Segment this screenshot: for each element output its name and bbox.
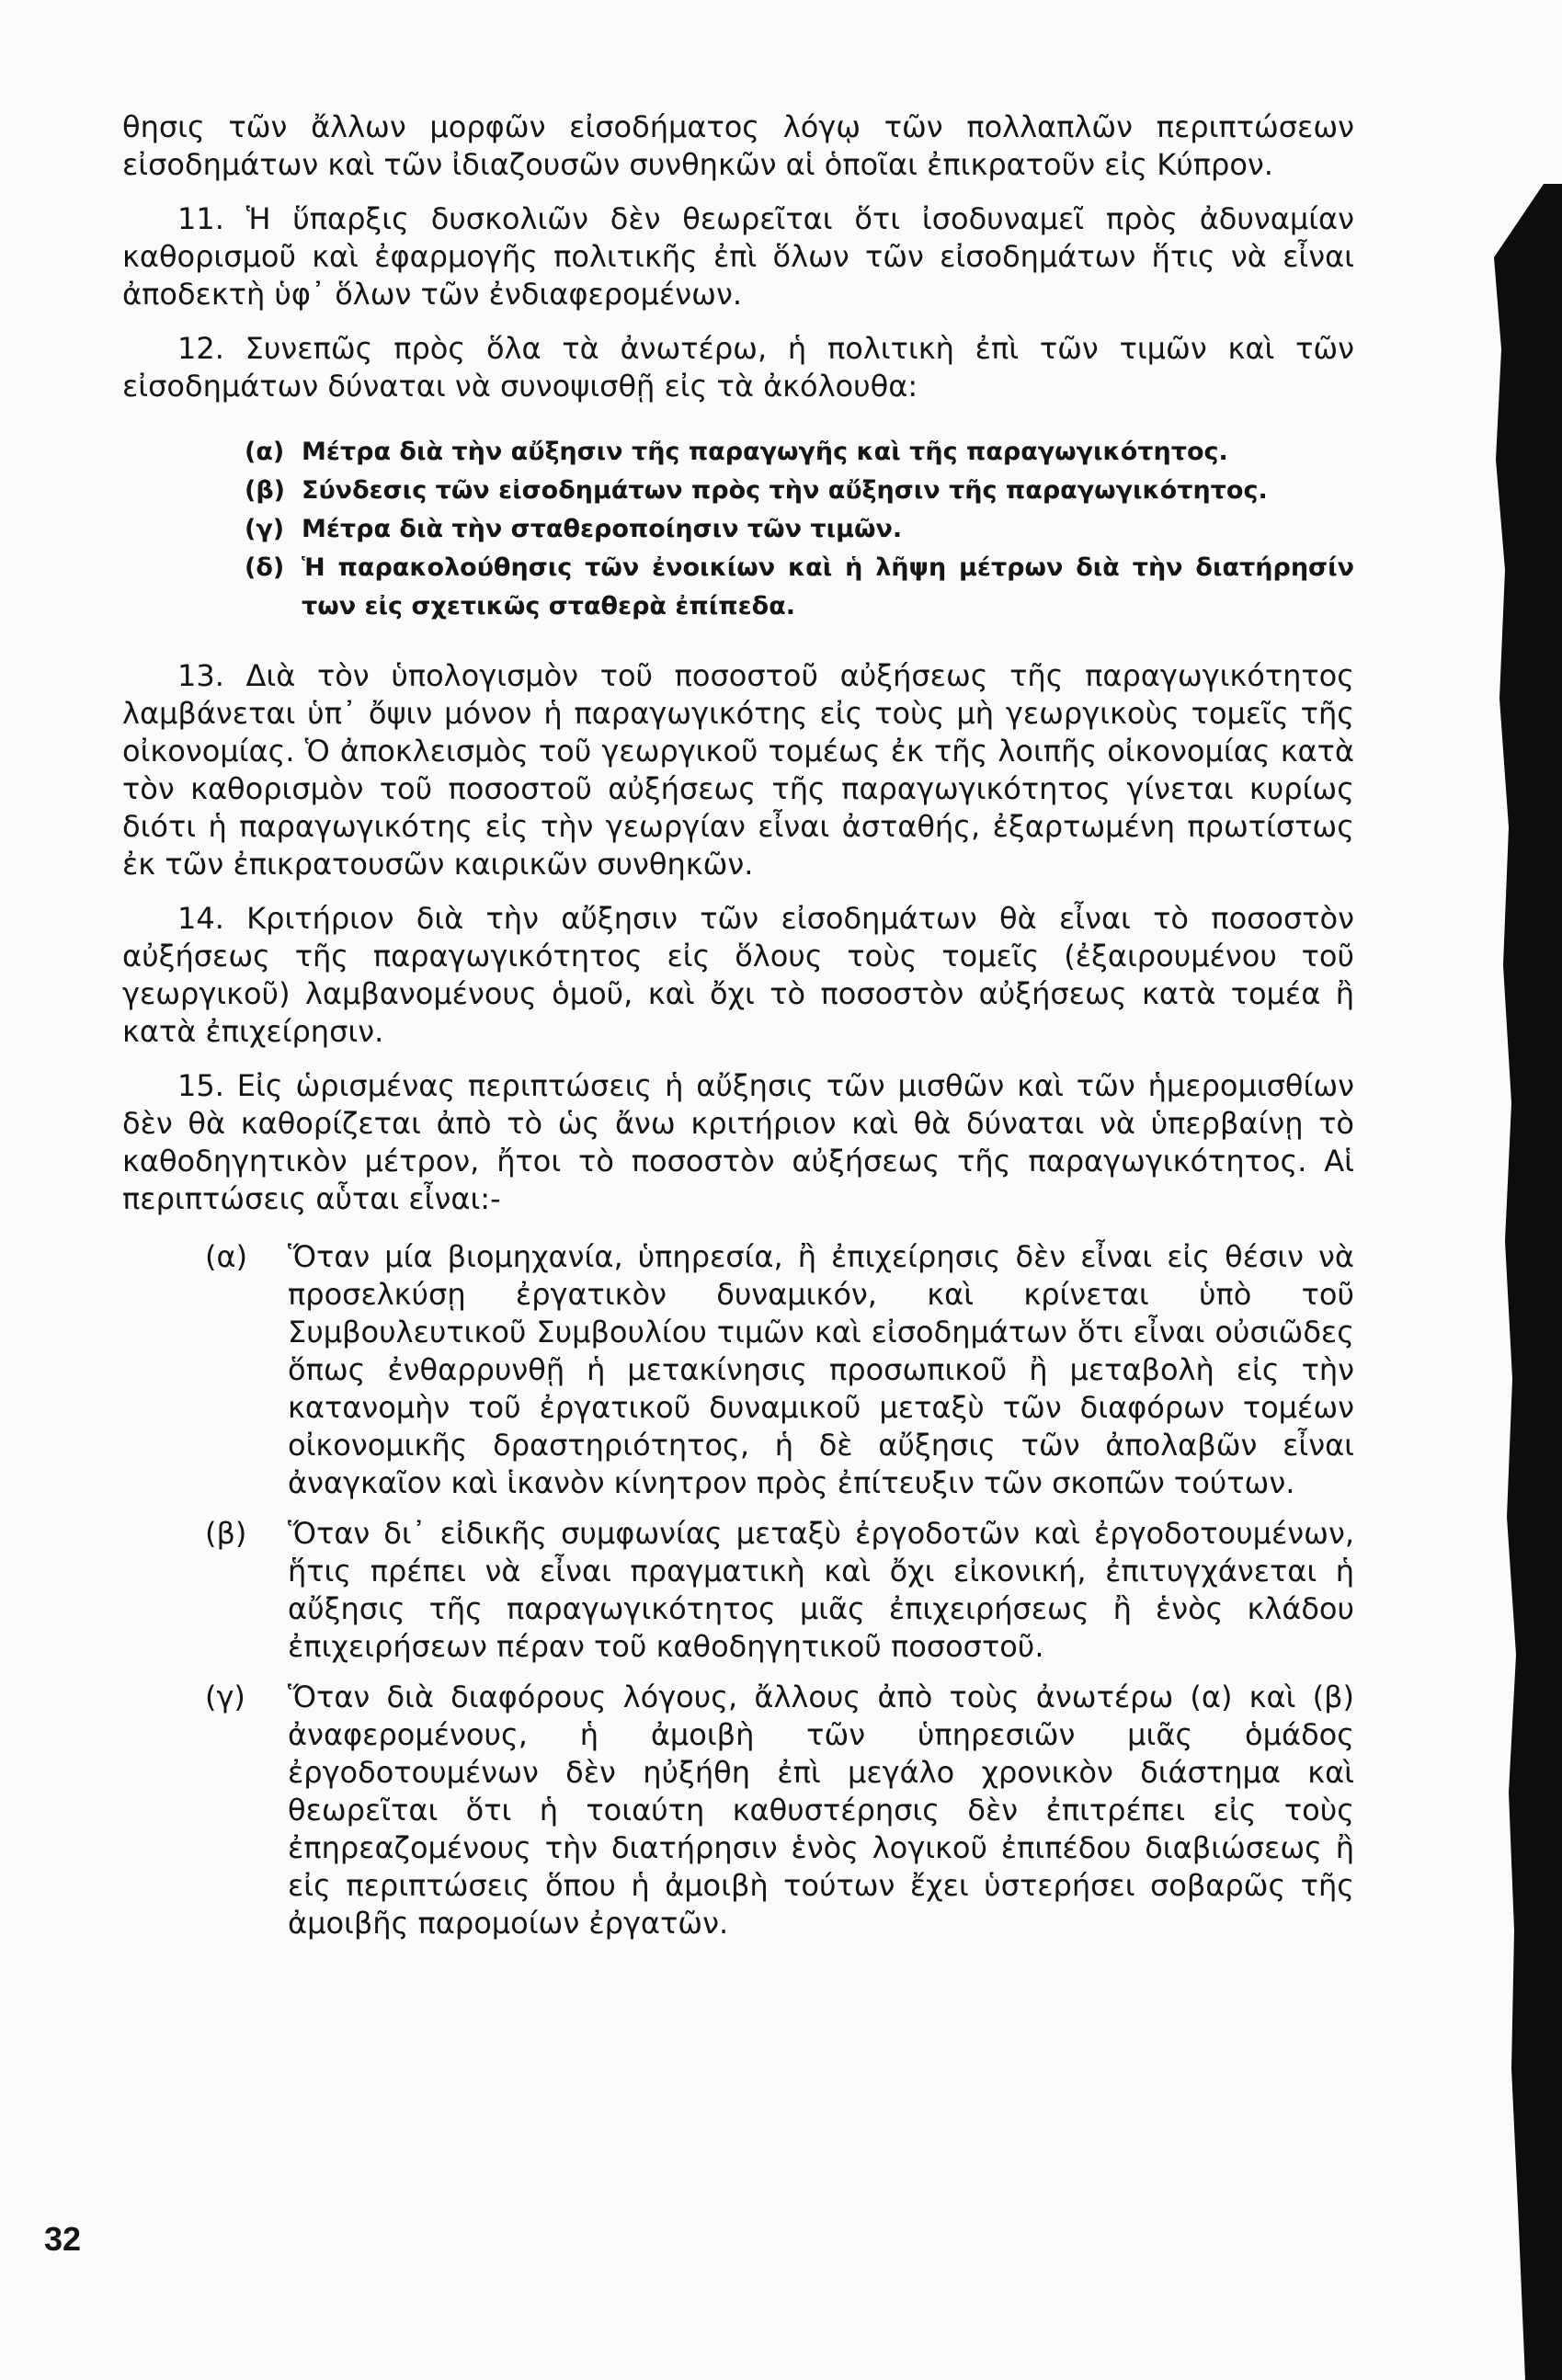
exception-cases-list (205, 1238, 1354, 1942)
list-item-text: Μέτρα διὰ τὴν αὔξησιν τῆς παραγωγῆς καὶ τῆς παραγωγικότητος. (302, 438, 1228, 466)
paragraph-10-continuation: θησις τῶν ἄλλων μορφῶν εἰσοδήματος λόγῳ τῶν πολλαπλῶν περιπτώσεων εἰσοδημάτων καὶ τῶν ἰδιαζουσῶν συνθηκῶν αἱ ὁποῖαι ἐπικρατοῦν εἰς Κύπρον. (122, 109, 1354, 182)
case-label: (γ) (205, 1680, 245, 1714)
list-item-label: (δ) (245, 553, 285, 582)
paragraph-11: 11. Ἡ ὕπαρξις δυσκολιῶν δὲν θεωρεῖται ὅτι ἰσοδυναμεῖ πρὸς ἀδυναμίαν καθορισμοῦ καὶ ἐφαρμογῆς πολιτικῆς ἐπὶ ὅλων τῶν εἰσοδημάτων ἥτις νὰ εἶναι ἀποδεκτὴ ὑφ᾽ ὅλων τῶν ἐνδιαφερομένων. (122, 201, 1354, 312)
list-item (245, 510, 1354, 549)
list-item-text: Σύνδεσις τῶν εἰσοδημάτων πρὸς τὴν αὔξησιν τῆς παραγωγικότητος. (302, 476, 1268, 505)
list-item-text: Ἡ παρακολούθησις τῶν ἐνοικίων καὶ ἡ λῆψη μέτρων διὰ τὴν διατήρησίν των εἰς σχετικῶς σταθερὰ ἐπίπεδα. (302, 553, 1354, 621)
paragraph-13: 13. Διὰ τὸν ὑπολογισμὸν τοῦ ποσοστοῦ αὐξήσεως τῆς παραγωγικότητος λαμβάνεται ὑπ᾽ ὄψιν μόνον ἡ παραγωγικότης εἰς τοὺς μὴ γεωργικοὺς τομεῖς τῆς οἰκονομίας. Ὁ ἀποκλεισμὸς τοῦ γεωργικοῦ τομέως ἐκ τῆς λοιπῆς οἰκονομίας κατὰ τὸν καθορισμὸν τοῦ ποσοστοῦ αὐξήσεως τῆς παραγωγικότητος γίνεται κυρίως διότι ἡ παραγωγικότης εἰς τὴν γεωργίαν εἶναι ἀσταθής, ἐξαρτωμένη πρωτίστως ἐκ τῶν ἐπικρατουσῶν καιρικῶν συνθηκῶν. (122, 658, 1354, 882)
paragraph-12: 12. Συνεπῶς πρὸς ὅλα τὰ ἀνωτέρω, ἡ πολιτικὴ ἐπὶ τῶν τιμῶν καὶ τῶν εἰσοδημάτων δύναται νὰ συνοψισθῇ εἰς τὰ ἀκόλουθα: (122, 331, 1354, 404)
list-item (205, 1679, 1354, 1942)
list-item (245, 549, 1354, 626)
list-item (245, 472, 1354, 510)
paragraph-14: 14. Κριτήριον διὰ τὴν αὔξησιν τῶν εἰσοδημάτων θὰ εἶναι τὸ ποσοστὸν αὐξήσεως τῆς παραγωγικότητος εἰς ὅλους τοὺς τομεῖς (ἐξαιρουμένου τοῦ γεωργικοῦ) λαμβανομένους ὁμοῦ, καὶ ὄχι τὸ ποσοστὸν αὐξήσεως κατὰ τομέα ἢ κατὰ ἐπιχείρησιν. (122, 901, 1354, 1049)
case-text: Ὅταν δι᾽ εἰδικῆς συμφωνίας μεταξὺ ἐργοδοτῶν καὶ ἐργοδοτουμένων, ἥτις πρέπει νὰ εἶναι πραγματικὴ καὶ ὄχι εἰκονική, ἐπιτυγχάνεται ἡ αὔξησις τῆς παραγωγικότητος μιᾶς ἐπιχειρήσεως ἢ ἑνὸς κλάδου ἐπιχειρήσεων πέραν τοῦ καθοδηγητικοῦ ποσοστοῦ. (288, 1516, 1354, 1664)
paragraph-15: 15. Εἰς ὡρισμένας περιπτώσεις ἡ αὔξησις τῶν μισθῶν καὶ τῶν ἡμερομισθίων δὲν θὰ καθορίζεται ἀπὸ τὸ ὡς ἄνω κριτήριον καὶ θὰ δύναται νὰ ὑπερβαίνῃ τὸ καθοδηγητικὸν μέτρον, ἤτοι τὸ ποσοστὸν αὐξήσεως τῆς παραγωγικότητος. Αἱ περιπτώσεις αὗται εἶναι:- (122, 1068, 1354, 1216)
list-item-text: Μέτρα διὰ τὴν σταθεροποίησιν τῶν τιμῶν. (302, 515, 903, 543)
list-item (205, 1238, 1354, 1502)
document-body (122, 108, 1354, 1942)
list-item-label: (α) (245, 438, 285, 466)
page-number: 32 (44, 2220, 82, 2258)
case-text: Ὅταν διὰ διαφόρους λόγους, ἄλλους ἀπὸ τοὺς ἀνωτέρω (α) καὶ (β) ἀναφερομένους, ἡ ἀμοιβὴ τῶν ὑπηρεσιῶν μιᾶς ὁμάδος ἐργοδοτουμένων δὲν ηὐξήθη ἐπὶ μεγάλο χρονικὸν διάστημα καὶ θεωρεῖται ὅτι ἡ τοιαύτη καθυστέρησις δὲν ἐπιτρέπει εἰς τοὺς ἐπηρεαζομένους τὴν διατήρησιν ἑνὸς λογικοῦ ἐπιπέδου διαβιώσεως ἢ εἰς περιπτώσεις ὅπου ἡ ἀμοιβὴ τούτων ἔχει ὑστερήσει σοβαρῶς τῆς ἀμοιβῆς παρομοίων ἐργατῶν. (288, 1680, 1354, 1941)
list-item (245, 433, 1354, 472)
list-item (205, 1515, 1354, 1666)
case-text: Ὅταν μία βιομηχανία, ὑπηρεσία, ἢ ἐπιχείρησις δὲν εἶναι εἰς θέσιν νὰ προσελκύσῃ ἐργατικὸν δυναμικόν, καὶ κρίνεται ὑπὸ τοῦ Συμβουλευτικοῦ Συμβουλίου τιμῶν καὶ εἰσοδημάτων ὅτι εἶναι οὐσιῶδες ὅπως ἐνθαρρυνθῇ ἡ μετακίνησις προσωπικοῦ ἢ μεταβολὴ εἰς τὴν κατανομὴν τοῦ ἐργατικοῦ δυναμικοῦ μεταξὺ τῶν διαφόρων τομέων οἰκονομικῆς δραστηριότητος, ἡ δὲ αὔξησις τῶν ἀπολαβῶν εἶναι ἀναγκαῖον καὶ ἱκανὸν κίνητρον πρὸς ἐπίτευξιν τῶν σκοπῶν τούτων. (288, 1239, 1354, 1500)
scan-shadow-edge (1461, 184, 1562, 2380)
list-item-label: (β) (245, 476, 286, 505)
case-label: (β) (205, 1516, 247, 1551)
list-item-label: (γ) (245, 515, 285, 543)
case-label: (α) (205, 1239, 248, 1274)
policy-measures-list (245, 433, 1354, 626)
